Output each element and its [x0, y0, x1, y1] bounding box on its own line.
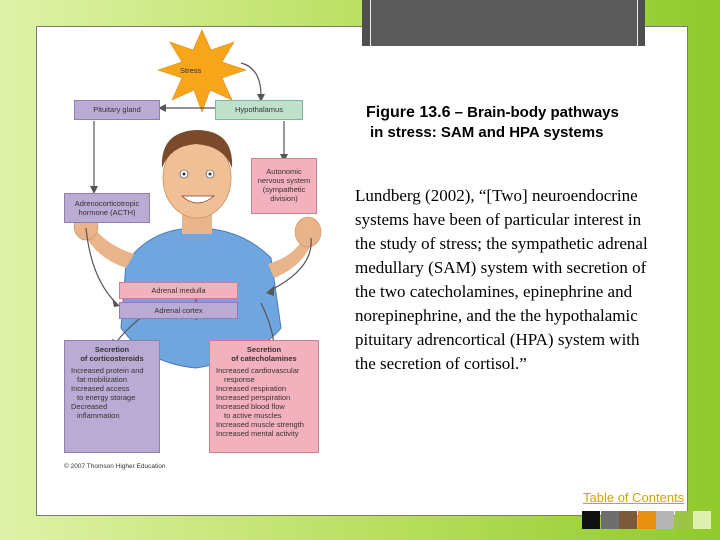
decorative-top-bar [362, 0, 645, 46]
ans-box: Autonomic nervous system (sympathetic division) [251, 158, 317, 214]
color-swatch [582, 511, 600, 529]
quote-paragraph: Lundberg (2002), “[Two] neuroendocrine systems have been of particular interest in the study of stress; the sympathetic adrenal medullary (SAM) system with secretion of the two catecholamines, epinephrine and norepinephrine, and the the hypothalamic pituitary adrencortical (HPA) system with the secretion of cortisol.” [355, 186, 648, 373]
table-of-contents-link[interactable]: Table of Contents [583, 490, 685, 505]
copyright-text: © 2007 Thomson Higher Education [64, 463, 166, 470]
caption-line1: – Brain-body pathways [450, 104, 619, 121]
color-swatch [693, 511, 711, 529]
color-swatch [638, 511, 656, 529]
hypothalamus-box: Hypothalamus [215, 100, 303, 120]
color-swatch [656, 511, 674, 529]
adrenal-medulla-box: Adrenal medulla [119, 282, 238, 299]
color-swatch [675, 511, 693, 529]
catecholamines-box: Secretion of catecholamines Increased cardiovascular response Increased respiration Increased perspiration Increased blood flow to active muscles Increased muscle strength Increased mental activity [209, 340, 319, 453]
color-swatch [601, 511, 619, 529]
stress-label: Stress [180, 66, 202, 75]
corticosteroids-box: Secretion of corticosteroids Increased protein and fat mobilization Increased access to energy storage Decreased inflammation [64, 340, 160, 453]
acth-box: Adrenocorticotropic hormone (ACTH) [64, 193, 150, 223]
caption-line2: in stress: SAM and HPA systems [370, 124, 604, 141]
figure-caption [366, 104, 686, 141]
adrenal-cortex-box: Adrenal cortex [119, 302, 238, 319]
figure-number: Figure 13.6 [366, 104, 451, 121]
pituitary-gland-box: Pituitary gland [74, 100, 160, 120]
color-swatch [619, 511, 637, 529]
